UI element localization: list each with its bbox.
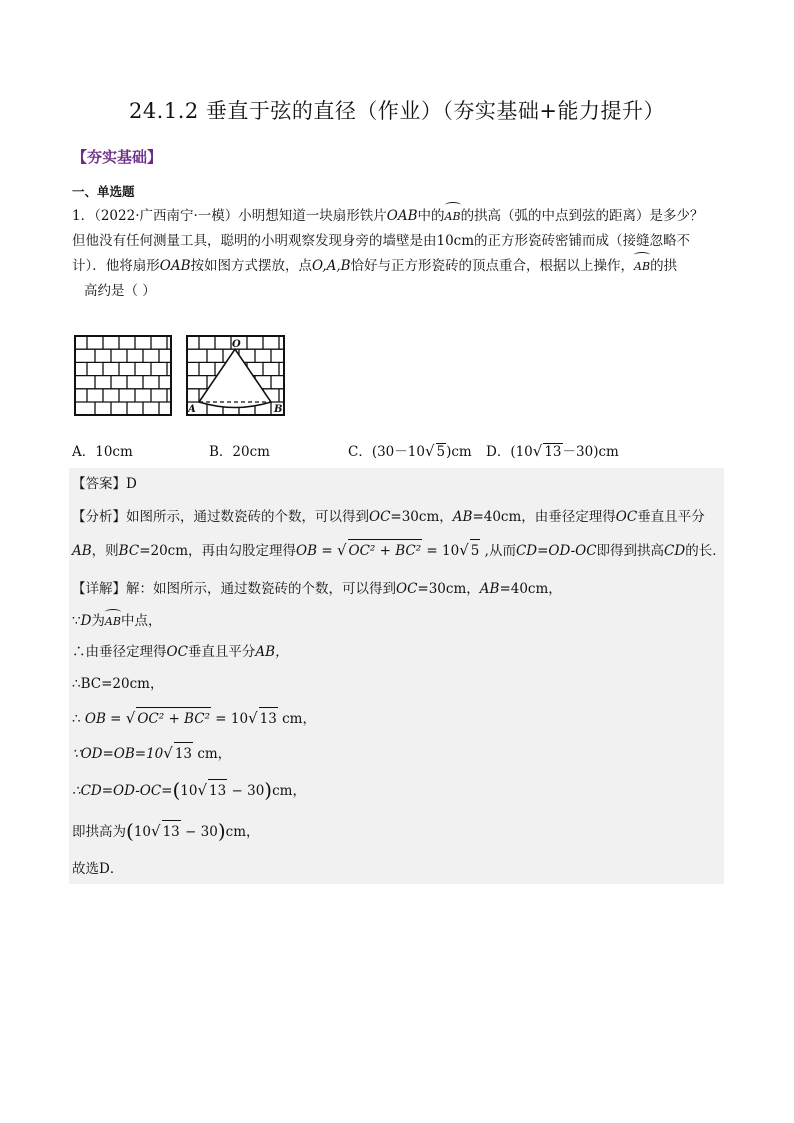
question-line-1: 1．（2022·广西南宁·一模）小明想知道一块扇形铁片OAB中的AB的拱高（弧的中点到弦的距离）是多少？ <box>72 204 722 229</box>
option-a[interactable]: A．10cm <box>72 444 133 460</box>
figure-label-b: B <box>274 404 283 415</box>
detail-line-4: ∴BC=20cm， <box>72 676 164 692</box>
detail-line-5: ∴ OB = √ OC² + BC² = 10√ 13 cm， <box>72 707 722 730</box>
arc-ab-symbol: AB <box>634 254 650 279</box>
arc-ab-symbol: AB <box>445 204 461 229</box>
question-line-2: 但他没有任何测量工具，聪明的小明观察发现身旁的墙壁是由10cm的正方形瓷砖密铺而成（接缝忽略不 <box>72 233 691 249</box>
option-c[interactable]: C．(30－10√ 5)cm <box>348 442 472 460</box>
detail-line-8: 即拱高为(10√ 13 − 30)cm， <box>72 819 260 843</box>
arc-ab-symbol: AB <box>105 611 121 633</box>
detail-line-6: ∵OD=OB=10√ 13 cm， <box>72 742 722 765</box>
answer-line: 【答案】D <box>72 476 137 492</box>
question-line-3: 计）．他将扇形OAB按如图方式摆放，点O,A,B恰好与正方形瓷砖的顶点重合，根据以上操作，AB的拱 <box>72 254 722 279</box>
analysis-line-2: AB，则BC=20cm，再由勾股定理得OB = √ OC² + BC² = 10√ 5 ,从而CD=OD-OC即得到拱高CD的长． <box>72 539 722 562</box>
detail-line-7: ∴CD=OD-OC=(10√ 13 − 30)cm， <box>72 778 306 802</box>
subsection-label: 一、单选题 <box>72 184 135 199</box>
section-label: 【夯实基础】 <box>72 148 163 166</box>
sector-shape <box>199 349 271 407</box>
question-figures <box>74 335 286 421</box>
tile-wall-figures <box>74 335 286 417</box>
figure-label-o: O <box>232 339 241 350</box>
detail-line-3: ∴由垂径定理得OC垂直且平分AB， <box>72 644 289 660</box>
page-title: 24.1.2 垂直于弦的直径（作业）（夯实基础+能力提升） <box>128 99 666 123</box>
detail-line-2: ∵D为AB中点， <box>72 610 722 633</box>
analysis-line-1: 【分析】如图所示，通过数瓷砖的个数，可以得到OC=30cm，AB=40cm，由垂径定理得OC垂直且平分 <box>72 509 705 525</box>
question-text <box>72 204 722 304</box>
option-d[interactable]: D．(10√ 13－30)cm <box>486 442 619 460</box>
question-line-4: 高约是（ ） <box>84 283 156 299</box>
detail-line-1: 【详解】解：如图所示，通过数瓷砖的个数，可以得到OC=30cm，AB=40cm， <box>72 581 562 597</box>
tile-wall-left <box>75 336 171 415</box>
detail-line-9: 故选D． <box>72 861 124 877</box>
option-b[interactable]: B．20cm <box>209 444 270 460</box>
figure-label-a: A <box>188 404 196 415</box>
